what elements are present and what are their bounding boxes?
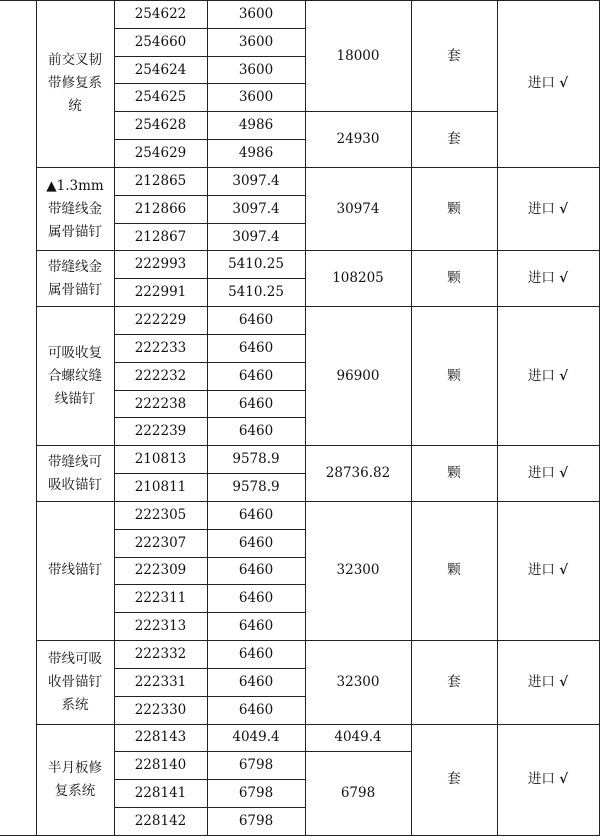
checkmark-icon: √	[559, 367, 569, 384]
unit-price-cell: 6460	[207, 613, 305, 641]
unit-cell: 颗	[411, 501, 497, 640]
product-code-cell: 210811	[114, 474, 207, 502]
origin-cell	[497, 724, 599, 835]
unit-price-cell: 4049.4	[207, 724, 305, 752]
product-name-cell: ▲1.3mm带缝线金属骨锚钉	[36, 167, 114, 250]
unit-price-cell: 6460	[207, 418, 305, 446]
unit-price-cell: 3600	[207, 1, 305, 29]
product-code-cell: 222993	[114, 251, 207, 279]
product-code-cell: 222313	[114, 613, 207, 641]
product-code-cell: 222311	[114, 585, 207, 613]
table-row	[0, 724, 599, 752]
product-code-cell: 254660	[114, 28, 207, 56]
product-code-cell: 222307	[114, 529, 207, 557]
product-code-cell: 222332	[114, 641, 207, 669]
product-code-cell: 228141	[114, 780, 207, 808]
unit-price-cell: 6460	[207, 501, 305, 529]
product-code-cell: 228140	[114, 752, 207, 780]
table-row	[0, 307, 599, 335]
table-row	[0, 1, 599, 29]
unit-cell: 套	[411, 724, 497, 835]
product-code-cell: 228143	[114, 724, 207, 752]
product-name-cell: 带线可吸收骨锚钉系统	[36, 641, 114, 724]
product-name-cell: 带缝线可吸收锚钉	[36, 446, 114, 502]
total-price-cell: 24930	[305, 112, 411, 168]
unit-price-cell: 6460	[207, 641, 305, 669]
origin-label: 进口	[527, 367, 555, 384]
unit-price-cell: 6460	[207, 585, 305, 613]
unit-price-cell: 3097.4	[207, 195, 305, 223]
origin-label: 进口	[527, 75, 555, 92]
unit-price-cell: 6460	[207, 334, 305, 362]
origin-label: 进口	[527, 465, 555, 482]
product-code-cell: 222331	[114, 668, 207, 696]
unit-price-cell: 9578.9	[207, 474, 305, 502]
checkmark-icon: √	[559, 771, 569, 788]
total-price-cell: 6798	[305, 752, 411, 835]
unit-price-cell: 9578.9	[207, 446, 305, 474]
checkmark-icon: √	[559, 673, 569, 690]
origin-cell	[497, 446, 599, 502]
unit-price-cell: 3097.4	[207, 223, 305, 251]
total-price-cell: 18000	[305, 1, 411, 112]
product-code-cell: 254624	[114, 56, 207, 84]
unit-price-cell: 5410.25	[207, 251, 305, 279]
unit-cell: 颗	[411, 167, 497, 250]
table-row	[0, 167, 599, 195]
table-body	[0, 1, 599, 836]
origin-cell	[497, 501, 599, 640]
product-code-cell: 254622	[114, 1, 207, 29]
product-code-cell: 212865	[114, 167, 207, 195]
product-code-cell: 228142	[114, 808, 207, 836]
unit-cell: 颗	[411, 446, 497, 502]
product-code-cell: 254628	[114, 112, 207, 140]
table-row	[0, 251, 599, 279]
unit-price-cell: 6460	[207, 696, 305, 724]
unit-price-cell: 5410.25	[207, 279, 305, 307]
checkmark-icon: √	[559, 465, 569, 482]
unit-cell: 套	[411, 641, 497, 724]
product-name-cell: 带缝线金属骨锚钉	[36, 251, 114, 307]
unit-price-cell: 6460	[207, 557, 305, 585]
product-code-cell: 222238	[114, 390, 207, 418]
product-code-cell: 212866	[114, 195, 207, 223]
product-code-cell: 254629	[114, 140, 207, 168]
total-price-cell: 108205	[305, 251, 411, 307]
unit-price-cell: 3097.4	[207, 167, 305, 195]
total-price-cell: 28736.82	[305, 446, 411, 502]
unit-price-cell: 6798	[207, 752, 305, 780]
table-row	[0, 501, 599, 529]
product-code-cell: 222232	[114, 362, 207, 390]
unit-cell: 颗	[411, 251, 497, 307]
product-name-cell: 前交叉韧带修复系统	[36, 1, 114, 168]
unit-price-cell: 6460	[207, 668, 305, 696]
unit-price-cell: 6798	[207, 808, 305, 836]
product-code-cell: 222309	[114, 557, 207, 585]
origin-label: 进口	[527, 270, 555, 287]
unit-price-cell: 4986	[207, 140, 305, 168]
total-price-cell: 4049.4	[305, 724, 411, 752]
origin-label: 进口	[527, 771, 555, 788]
origin-cell	[497, 641, 599, 724]
table-row	[0, 641, 599, 669]
origin-cell	[497, 1, 599, 168]
product-name-cell: 半月板修复系统	[36, 724, 114, 835]
unit-price-cell: 3600	[207, 56, 305, 84]
product-code-cell: 222991	[114, 279, 207, 307]
total-price-cell: 32300	[305, 641, 411, 724]
unit-price-cell: 4986	[207, 112, 305, 140]
product-code-cell: 254625	[114, 84, 207, 112]
origin-cell	[497, 307, 599, 446]
unit-cell: 颗	[411, 307, 497, 446]
origin-cell	[497, 167, 599, 250]
unit-price-cell: 6798	[207, 780, 305, 808]
total-price-cell: 30974	[305, 167, 411, 250]
product-code-cell: 212867	[114, 223, 207, 251]
product-code-cell: 222233	[114, 334, 207, 362]
total-price-cell: 32300	[305, 501, 411, 640]
product-code-cell: 222239	[114, 418, 207, 446]
product-code-cell: 210813	[114, 446, 207, 474]
product-code-cell: 222305	[114, 501, 207, 529]
origin-label: 进口	[527, 200, 555, 217]
origin-label: 进口	[527, 673, 555, 690]
unit-price-cell: 6460	[207, 529, 305, 557]
checkmark-icon: √	[559, 75, 569, 92]
unit-price-cell: 3600	[207, 84, 305, 112]
product-code-cell: 222229	[114, 307, 207, 335]
unit-cell: 套	[411, 112, 497, 168]
unit-price-cell: 3600	[207, 28, 305, 56]
product-code-cell: 222330	[114, 696, 207, 724]
unit-price-cell: 6460	[207, 307, 305, 335]
total-price-cell: 96900	[305, 307, 411, 446]
table-row	[0, 446, 599, 474]
checkmark-icon: √	[559, 562, 569, 579]
product-name-cell: 可吸收复合螺纹缝线锚钉	[36, 307, 114, 446]
unit-price-cell: 6460	[207, 390, 305, 418]
product-name-cell: 带线锚钉	[36, 501, 114, 640]
origin-label: 进口	[527, 562, 555, 579]
checkmark-icon: √	[559, 270, 569, 287]
unit-cell: 套	[411, 1, 497, 112]
origin-cell	[497, 251, 599, 307]
unit-price-cell: 6460	[207, 362, 305, 390]
blank-left-column	[0, 1, 36, 836]
checkmark-icon: √	[559, 200, 569, 217]
